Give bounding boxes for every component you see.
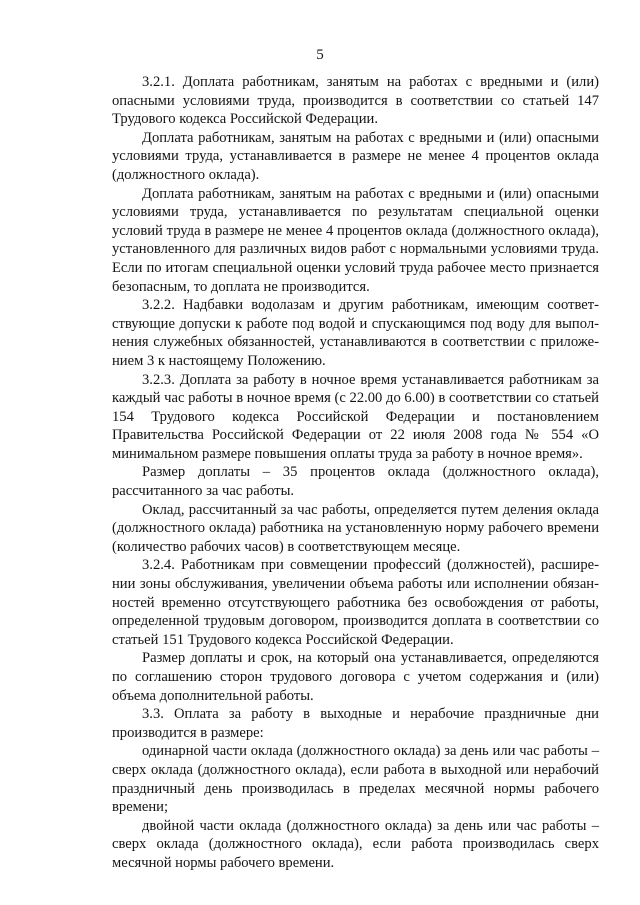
paragraph-single-rate: одинарной части оклада (должностного оклада) за день или час работы – сверх оклада (должностного оклада), если работа в выходной или нерабочий праздничный день производилась в пределах месячной нормы рабочего времени; <box>112 743 599 816</box>
paragraph-3-2-2: 3.2.2. Надбавки водолазам и другим работникам, имеющим соответствующие допуски к работе под водой и спускающимся под воду для выполнения служебных обязанностей, устанавливаются в соответствии с приложением 3 к настоящему Положению. <box>112 297 599 369</box>
paragraph-night-rate: Размер доплаты – 35 процентов оклада (должностного оклада), рассчитанного за час работы. <box>112 464 599 500</box>
paragraph-3-2-4: 3.2.4. Работникам при совмещении профессий (должностей), расширении зоны обслуживания, увеличении объема работы или исполнении обязанностей временно отсутствующего работника без освобождения от работы, определенной трудовым договором, производится доплата в соответствии со статьей 151 Трудового кодекса Российской Федерации. <box>112 557 599 648</box>
paragraph-hourly-salary: Оклад, рассчитанный за час работы, определяется путем деления оклада (должностного оклада) работника на установленную норму рабочего времени (количество рабочих часов) в соответствующем месяце. <box>112 501 599 555</box>
document-body <box>112 73 599 873</box>
paragraph-special-assessment: Доплата работникам, занятым на работах с вредными и (или) опасными условиями труда, устанавливается по результатам специальной оценки условий труда в размере не менее 4 процентов оклада (должностного оклада), установленного для различных видов работ с нормальными условиями труда. Если по итогам специальной оценки условий труда рабочее место признается безопасным, то доплата не производится. <box>112 185 599 295</box>
paragraph-3-3: 3.3. Оплата за работу в выходные и нерабочие праздничные дни производится в размере: <box>112 706 599 741</box>
paragraph-combination-terms: Размер доплаты и срок, на который она устанавливается, определяются по соглашению сторон трудового договора с учетом содержания и (или) объема дополнительной работы. <box>112 650 599 704</box>
paragraph-3-2-1: 3.2.1. Доплата работникам, занятым на работах с вредными и (или) опасными условиями труда, производится в соответствии со статьей 147 Трудового кодекса Российской Федерации. <box>112 74 599 128</box>
page-number: 5 <box>316 47 324 63</box>
paragraph-double-rate: двойной части оклада (должностного оклада) за день или час работы – сверх оклада (должностного оклада), если работа производилась сверх месячной нормы рабочего времени. <box>112 817 599 871</box>
paragraph-3-2-3: 3.2.3. Доплата за работу в ночное время устанавливается работникам за каждый час работы в ночное время (с 22.00 до 6.00) в соответствии со статьей 154 Трудового кодекса Российской Федерации и постановлением Правительства Российской Федерации от 22 июля 2008 года № 554 «О минимальном размере повышения оплаты труда за работу в ночное время». <box>112 371 599 462</box>
paragraph-min-4-percent: Доплата работникам, занятым на работах с вредными и (или) опасными условиями труда, устанавливается в размере не менее 4 процентов оклада (должностного оклада). <box>112 129 599 183</box>
